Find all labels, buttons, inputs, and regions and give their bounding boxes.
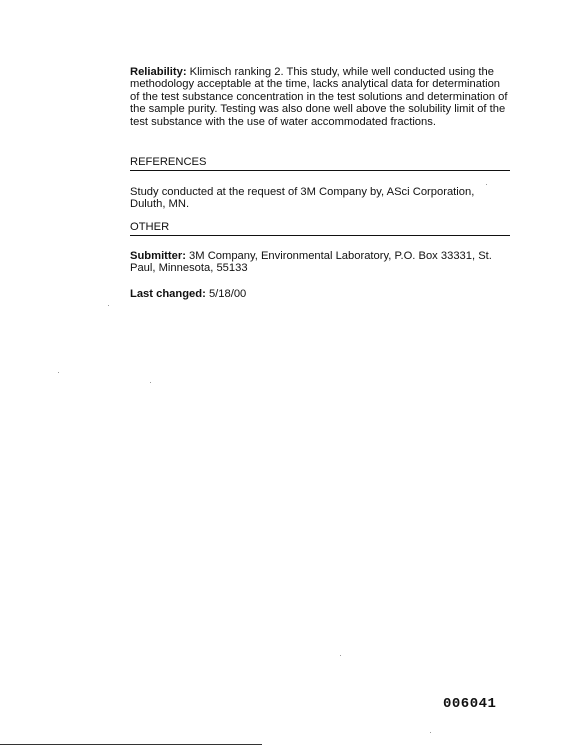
references-text: Study conducted at the request of 3M Company by, ASci Corporation, Duluth, MN. [130, 186, 475, 211]
last-changed-paragraph [130, 288, 510, 300]
reliability-paragraph [130, 66, 512, 128]
last-changed-value: 5/18/00 [205, 288, 247, 300]
document-number: 006041 [443, 696, 497, 712]
submitter-text: 3M Company, Environmental Laboratory, P.O. Box 33331, St. Paul, Minnesota, 55133 [130, 250, 492, 275]
references-heading: REFERENCES [130, 156, 510, 171]
scan-speck [108, 305, 109, 306]
scan-speck [430, 732, 431, 733]
other-heading: OTHER [130, 221, 510, 236]
scan-speck [340, 655, 341, 656]
submitter-label: Submitter: [130, 250, 186, 262]
bottom-rule [0, 744, 262, 745]
scan-speck [486, 184, 487, 185]
last-changed-label: Last changed: [130, 288, 206, 300]
scan-speck [58, 372, 59, 373]
scan-speck [150, 382, 151, 383]
reliability-label: Reliability: [130, 66, 187, 78]
submitter-paragraph [130, 250, 505, 275]
reliability-text: Klimisch ranking 2. This study, while well conducted using the methodology acceptable at the time, lacks analytical data for determination of the test substance concentration in the test solutions and determination of the sample purity. Testing was also done well above the solubility limit of the test substance with the use of water accommodated fractions. [130, 66, 508, 128]
